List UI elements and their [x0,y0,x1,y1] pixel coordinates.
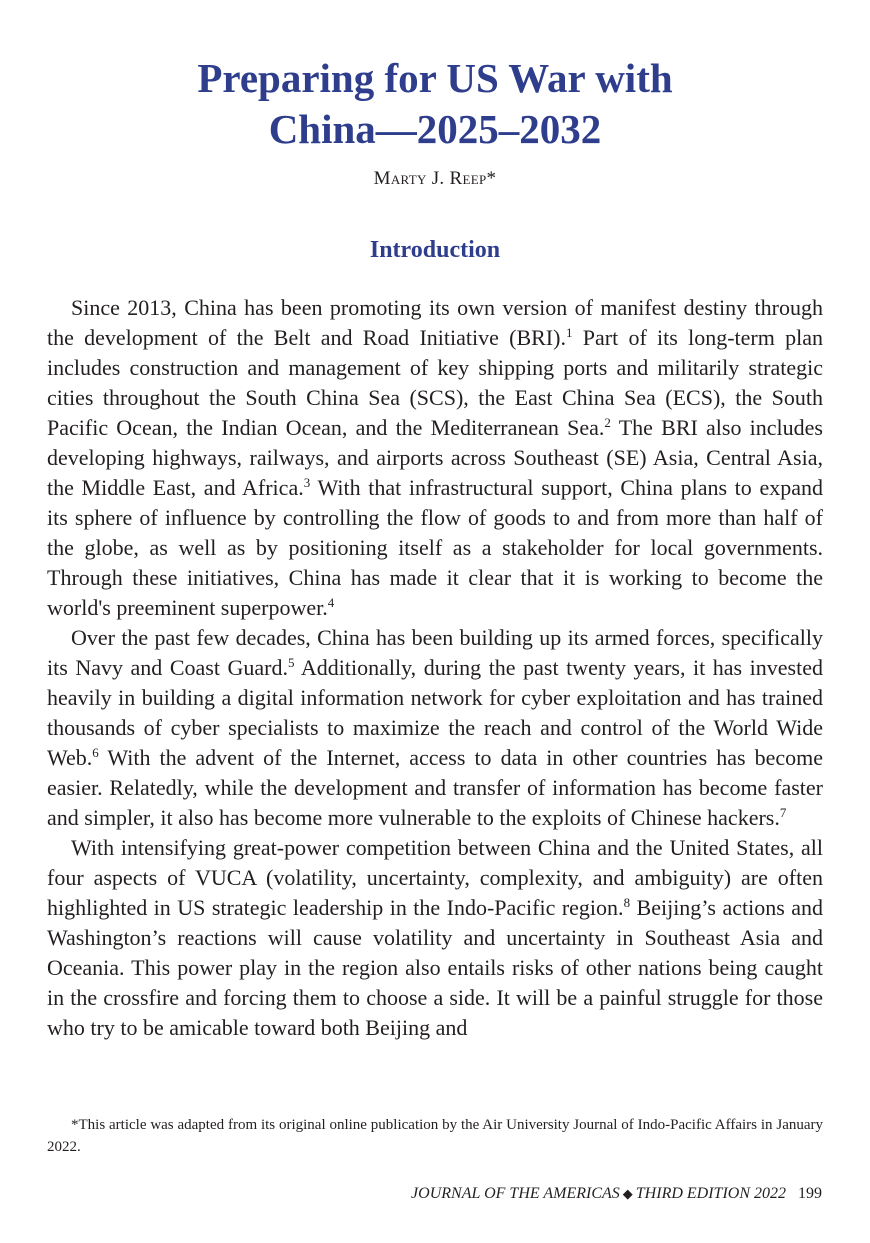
text-segment: Since 2013, China has been promoting its own version of manifest destiny through the development of the Belt and Road Initiative (BRI). [47,295,823,350]
article-title-line-1: Preparing for US War with [197,55,673,101]
text-segment: Over the past few decades, China has been building up its armed forces, specifically its Navy and Coast Guard. [47,625,823,680]
footnote-ref-8: 8 [623,895,631,910]
paragraph-1 [47,293,823,623]
page-number: 199 [798,1185,822,1202]
text-segment: With that infrastructural support, China plans to expand its sphere of influence by controlling the flow of goods to and from more than half of the globe, as well as by positioning itself as a stakeholder for local governments. Through these initiatives, China has made it clear that it is working to become the world's preeminent superpower. [47,475,823,620]
text-segment: The BRI also includes developing highways, railways, and airports across Southeast (SE) Asia, Central Asia, the Middle East, and Africa. [47,415,823,500]
journal-name: JOURNAL OF THE AMERICAS [411,1185,620,1202]
text-segment: With intensifying great-power competition between China and the United States, all four aspects of VUCA (volatility, uncertainty, complexity, and ambiguity) are often highlighted in US strategic leadership in the Indo-Pacific region. [47,835,823,920]
footnote-text: This article was adapted from its original online publication by the Air University Journal of Indo-Pacific Affairs in January 2022. [47,1117,823,1155]
text-segment: Beijing’s actions and Washington’s reactions will cause volatility and uncertainty in Southeast Asia and Oceania. This power play in the region also entails risks of other nations being caught in the crossfire and forcing them to choose a side. It will be a painful struggle for those who try to be amicable toward both Beijing and [47,895,823,1040]
paragraph-2 [47,623,823,833]
journal-edition: THIRD EDITION 2022 [635,1185,786,1202]
footnote-ref-2: 2 [604,415,611,430]
article-title [0,53,870,155]
footnote-mark: * [71,1117,79,1133]
article-body [47,293,823,1043]
page-footer [411,1185,822,1203]
diamond-separator-icon: ◆ [622,1187,633,1202]
footnote-ref-1: 1 [565,325,573,340]
article-title-line-2: China—2025–2032 [268,106,602,152]
author-footnote-mark: * [486,168,497,189]
footnote-ref-7: 7 [779,805,787,820]
footnote-ref-5: 5 [288,655,295,670]
section-heading: Introduction [369,237,501,263]
text-segment: Part of its long-term plan includes construction and management of key shipping ports and militarily strategic cities throughout the South China Sea (SCS), the East China Sea (ECS), the South Pacific Ocean, the Indian Ocean, and the Mediterranean Sea. [47,325,823,440]
footnote-ref-6: 6 [92,745,99,760]
footnote-ref-4: 4 [327,595,335,610]
author-byline [0,168,870,190]
text-segment: With the advent of the Internet, access to data in other countries has become easier. Relatedly, while the development and transfer of information has become faster and simpler, it also has become more vulnerable to the exploits of Chinese hackers. [47,745,823,830]
text-segment: Additionally, during the past twenty years, it has invested heavily in building a digital information network for cyber exploitation and has trained thousands of cyber specialists to maximize the reach and control of the World Wide Web. [47,655,823,770]
footnote [47,1114,823,1158]
author-name: Marty J. Reep [373,168,487,189]
footnote-ref-3: 3 [303,475,311,490]
paragraph-3 [47,833,823,1043]
